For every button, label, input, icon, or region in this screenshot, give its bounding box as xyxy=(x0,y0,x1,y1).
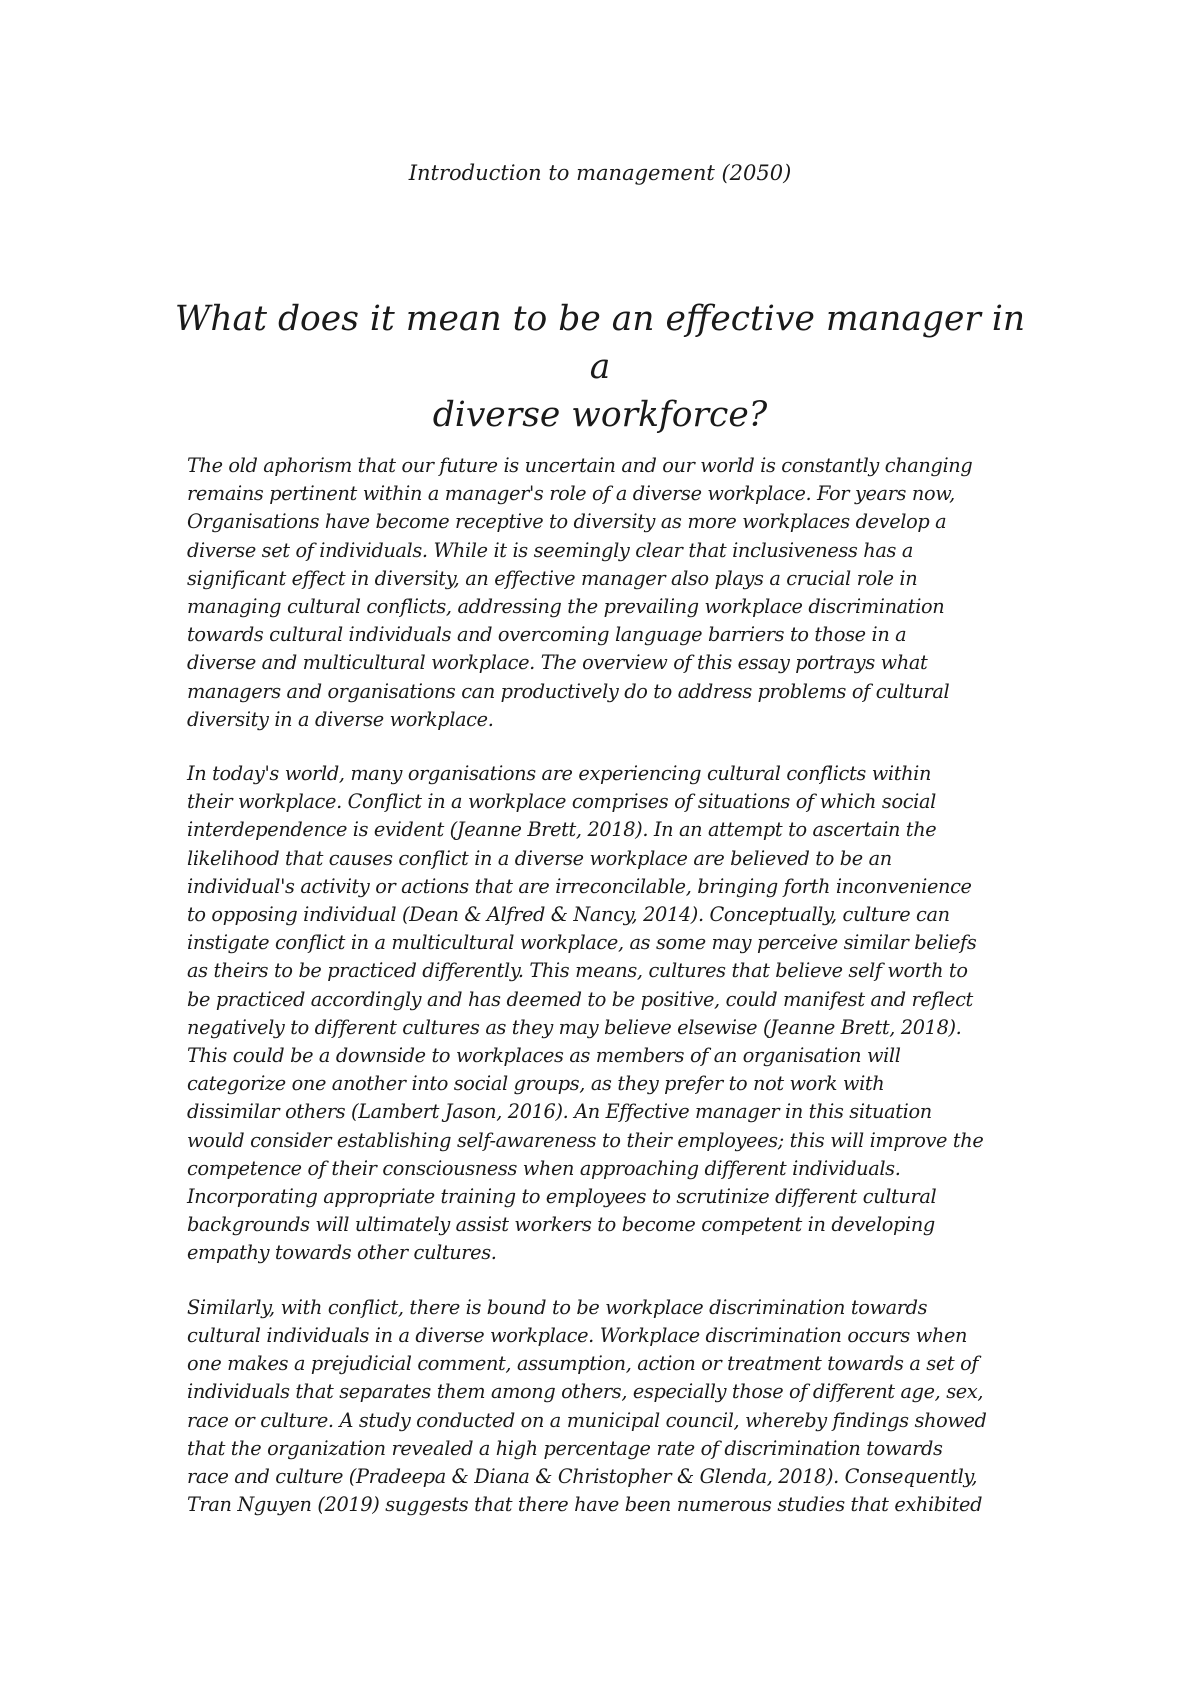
text-line: Organisations have become receptive to diversity as more workplaces develop a xyxy=(187,510,947,534)
text-line: instigate conflict in a multicultural workplace, as some may perceive similar beliefs xyxy=(187,931,977,955)
text-line: managing cultural conflicts, addressing the prevailing workplace discrimination xyxy=(187,595,945,619)
text-line: interdependence is evident (Jeanne Brett, 2018). In an attempt to ascertain the xyxy=(187,818,937,842)
essay-title xyxy=(160,295,1040,439)
text-line: The old aphorism that our future is uncertain and our world is constantly changing xyxy=(187,454,973,477)
text-line: categorize one another into social groups, as they prefer to not work with xyxy=(187,1072,885,1096)
text-line: race or culture. A study conducted on a municipal council, whereby findings showed xyxy=(187,1408,987,1432)
essay-title-line: diverse workforce? xyxy=(432,395,768,435)
text-line: one makes a prejudicial comment, assumption, action or treatment towards a set of xyxy=(187,1352,979,1376)
text-line: negatively to different cultures as they may believe elsewise (Jeanne Brett, 2018). xyxy=(187,1015,962,1039)
text-line: competence of their consciousness when approaching different individuals. xyxy=(187,1156,901,1180)
text-line: towards cultural individuals and overcoming language barriers to those in a xyxy=(187,623,907,647)
text-line: as theirs to be practiced differently. This means, cultures that believe self worth to xyxy=(187,959,968,983)
text-line: managers and organisations can productively do to address problems of cultural xyxy=(187,679,950,703)
text-line: backgrounds will ultimately assist workers to become competent in developing xyxy=(187,1213,935,1237)
text-line: Similarly, with conflict, there is bound to be workplace discrimination towards xyxy=(187,1295,928,1319)
text-line: This could be a downside to workplaces as members of an organisation will xyxy=(187,1044,901,1068)
paragraph-workplace-discrimination xyxy=(187,1294,1027,1520)
text-line: diverse set of individuals. While it is seemingly clear that inclusiveness has a xyxy=(187,538,913,562)
text-line: significant effect in diversity, an effective manager also plays a crucial role in xyxy=(187,566,918,590)
paragraph-cultural-conflicts xyxy=(187,760,1027,1268)
text-line: to opposing individual (Dean & Alfred & Nancy, 2014). Conceptually, culture can xyxy=(187,903,950,927)
text-line: Tran Nguyen (2019) suggests that there have been numerous studies that exhibited xyxy=(187,1493,983,1517)
text-line: empathy towards other cultures. xyxy=(187,1241,497,1265)
text-line: Incorporating appropriate training to employees to scrutinize different cultural xyxy=(187,1185,937,1209)
text-line: be practiced accordingly and has deemed to be positive, could manifest and reflect xyxy=(187,987,973,1011)
text-line: diverse and multicultural workplace. The overview of this essay portrays what xyxy=(187,651,928,675)
text-line: that the organization revealed a high percentage rate of discrimination towards xyxy=(187,1436,943,1460)
text-line: individuals that separates them among others, especially those of different age, sex, xyxy=(187,1380,984,1404)
text-line: would consider establishing self-awareness to their employees; this will improve the xyxy=(187,1128,984,1152)
text-line: individual's activity or actions that are irreconcilable, bringing forth inconvenience xyxy=(187,874,972,898)
text-line: diversity in a diverse workplace. xyxy=(187,707,494,731)
text-line: likelihood that causes conflict in a diverse workplace are believed to be an xyxy=(187,846,892,870)
text-line: remains pertinent within a manager's role of a diverse workplace. For years now, xyxy=(187,482,955,506)
essay-title-line: What does it mean to be an effective manager in a xyxy=(174,299,1026,387)
course-heading: Introduction to management (2050) xyxy=(408,161,792,185)
paragraph-introduction xyxy=(187,452,1027,734)
text-line: dissimilar others (Lambert Jason, 2016). An Effective manager in this situation xyxy=(187,1100,932,1124)
text-line: their workplace. Conflict in a workplace comprises of situations of which social xyxy=(187,790,936,814)
text-line: In today's world, many organisations are experiencing cultural conflicts within xyxy=(187,762,932,786)
text-line: cultural individuals in a diverse workplace. Workplace discrimination occurs when xyxy=(187,1323,968,1347)
essay-body xyxy=(187,452,1027,1545)
text-line: race and culture (Pradeepa & Diana & Christopher & Glenda, 2018). Consequently, xyxy=(187,1464,978,1488)
